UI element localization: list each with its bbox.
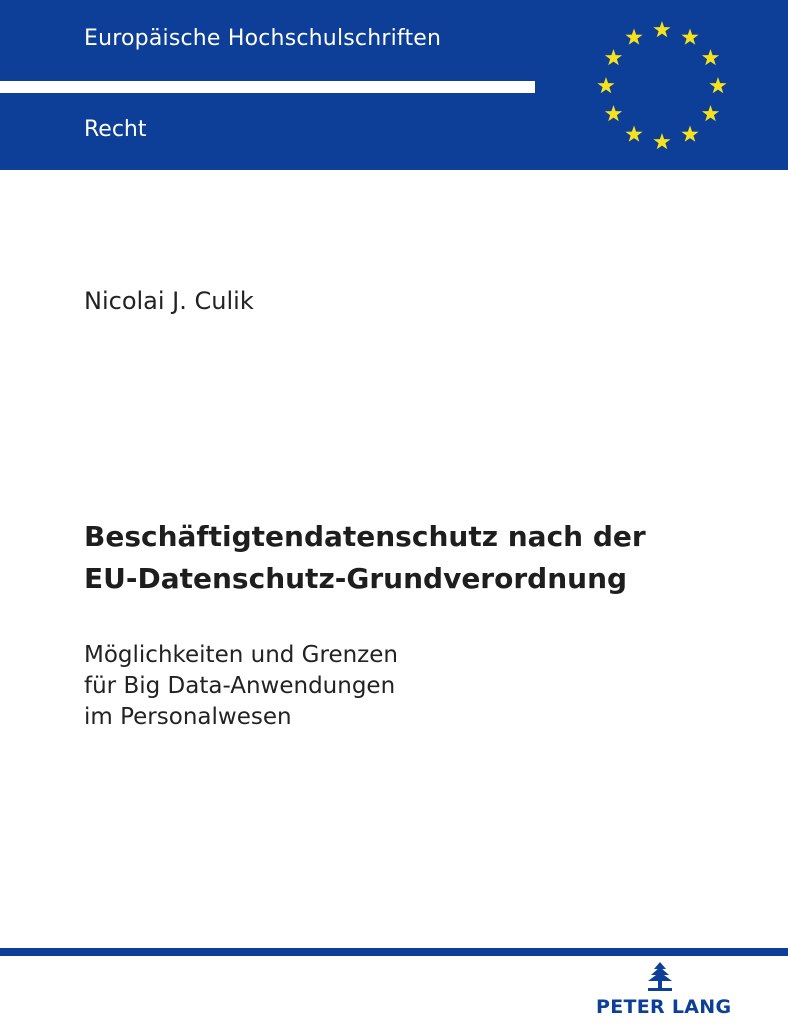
star-icon <box>681 126 698 142</box>
footer-rule <box>0 948 788 956</box>
book-title <box>84 516 646 600</box>
star-icon <box>709 77 726 93</box>
star-icon <box>681 29 698 45</box>
book-subtitle <box>84 640 398 733</box>
star-icon <box>625 126 642 142</box>
series-banner <box>0 0 788 170</box>
star-icon <box>605 105 622 121</box>
star-icon <box>653 133 670 149</box>
author-name: Nicolai J. Culik <box>84 287 254 315</box>
eu-stars-circle-icon <box>590 14 734 158</box>
book-title-line: EU-Datenschutz-Grundverordnung <box>84 562 628 595</box>
book-title-line: Beschäftigtendatenschutz nach der <box>84 520 646 553</box>
book-subtitle-line: Möglichkeiten und Grenzen <box>84 642 398 668</box>
star-icon <box>702 49 719 65</box>
series-subject: Recht <box>84 117 147 142</box>
banner-stripe <box>0 81 535 93</box>
star-icon <box>702 105 719 121</box>
publisher-name: PETER LANG <box>596 996 732 1018</box>
star-icon <box>605 49 622 65</box>
series-title: Europäische Hochschulschriften <box>84 26 442 51</box>
book-subtitle-line: im Personalwesen <box>84 704 292 730</box>
book-subtitle-line: für Big Data-Anwendungen <box>84 673 396 699</box>
star-icon <box>653 21 670 37</box>
star-icon <box>625 29 642 45</box>
peter-lang-tree-icon <box>640 960 680 996</box>
star-icon <box>597 77 614 93</box>
